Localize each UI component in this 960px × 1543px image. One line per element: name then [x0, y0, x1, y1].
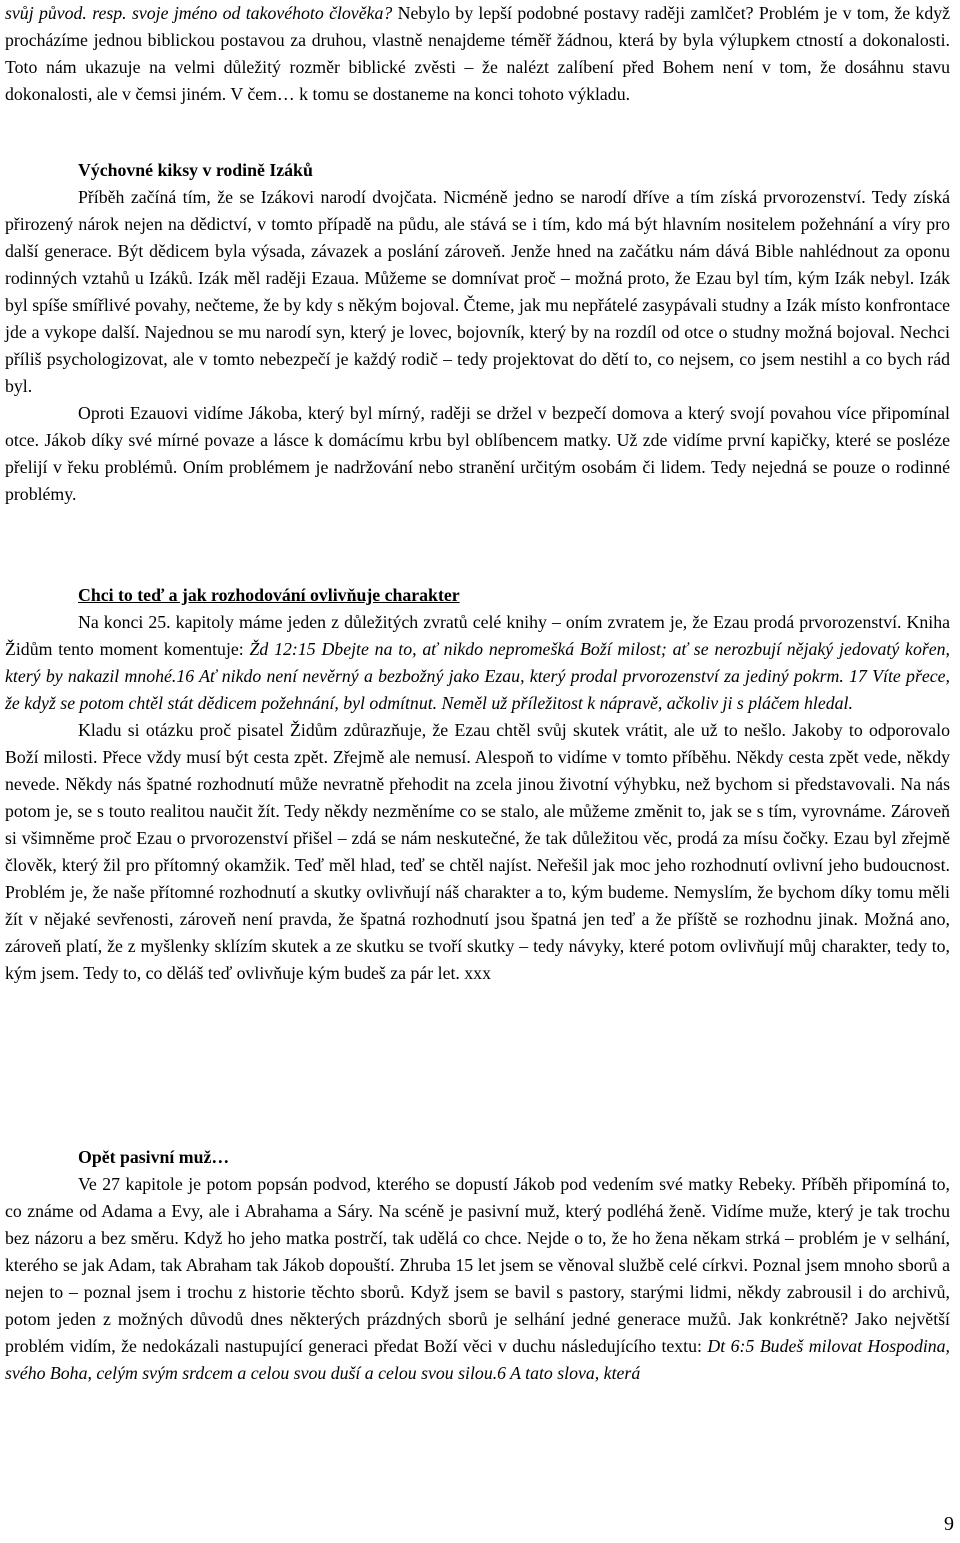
section-2-text: Na konci 25. kapitoly máme jeden z důležitých zvratů celé knihy – oním zvratem je, že Ezau prodá prvorozenství. Kniha Židům tento moment komentuje:: [5, 612, 950, 659]
section-2-paragraph-1: [5, 609, 950, 717]
section-1-heading: Výchovné kiksy v rodině Izáků: [78, 160, 313, 180]
section-1: [5, 157, 950, 508]
section-3-text: Ve 27 kapitole je potom popsán podvod, kterého se dopustí Jákob pod vedením své matky Rebeky. Příběh připomíná to, co známe od Adama a Evy, ale i Abrahama a Sáry. Na scéně je pasivní muž, který podléhá ženě. Vidíme muže, který je tak trochu bez názoru a bez směru. Když ho jeho matka postrčí, tak udělá co chce. Nejde o to, že ho žena někam strká – problém je v selhání, kterého se jak Adam, tak Abraham tak Jákob dopouští. Zhruba 15 let jsem se věnoval službě celé církvi. Poznal jsem mnoho sborů a nejen to – poznal jsem i trochu z historie těchto sborů. Když jsem se bavil s pastory, starými lidmi, někdy zabrousil i do archivů, potom jeden z možných důvodů dnes některých prázdných sborů je selhání jedné generace mužů. Jak konkrétně? Jako největší problém vidím, že nedokázali nastupující generaci předat Boží věci v duchu následujícího textu:: [5, 1174, 950, 1356]
intro-paragraph: [5, 0, 950, 108]
section-3: [5, 1144, 950, 1387]
section-2-paragraph-2: Kladu si otázku proč pisatel Židům zdůrazňuje, že Ezau chtěl svůj skutek vrátit, ale už to nešlo. Jakoby to odporovalo Boží milosti. Přece vždy musí být cesta zpět. Zřejmě ale nemusí. Alespoň to vidíme v tomto příběhu. Někdy cesta zpět vede, někdy nevede. Někdy nás špatné rozhodnutí může nevratně přehodit na zcela jinou životní výhybku, než bychom si představovali. Na nás potom je, se s touto realitou naučit žít. Tedy někdy nezměníme co se stalo, ale můžeme změnit to, jak se s tím, vyrovnáme. Zároveň si všimněme proč Ezau o prvorozenství přišel – zdá se nám neskutečné, že tak důležitou věc, prodá za mísu čočky. Ezau byl zřejmě člověk, který žil pro přítomný okamžik. Teď měl hlad, teď se chtěl najíst. Neřešil jak moc jeho rozhodnutí ovlivní jeho budoucnost. Problém je, že naše přítomné rozhodnutí a skutky ovlivňují náš charakter a to, kým budeme. Nemyslím, že bychom díky tomu měli žít v nějaké sevřenosti, zároveň není pravda, že špatná rozhodnutí jsou špatná jen teď a že příště se rozhodnu jinak. Možná ano, zároveň platí, že z myšlenky sklízím skutek a ze skutku se tvoří skutky – tedy návyky, které potom ovlivňují můj charakter, tedy to, kým jsem. Tedy to, co děláš teď ovlivňuje kým budeš za pár let. xxx: [5, 720, 950, 983]
intro-text: Nebylo by lepší podobné postavy raději zamlčet? Problém je v tom, že když procházíme jednou biblickou postavou za druhou, vlastně nenajdeme téměř žádnou, která by byla výlupkem ctností a dokonalosti. Toto nám ukazuje na velmi důležitý rozměr biblické zvěsti – že nalézt zalíbení před Bohem není v tom, že dosáhnu stavu dokonalosti, ale v čemsi jiném. V čem… k tomu se dostaneme na konci tohoto výkladu.: [5, 3, 951, 104]
intro-block: [5, 0, 950, 108]
section-3-quote: Dt 6:5 Budeš milovat Hospodina, svého Boha, celým svým srdcem a celou svou duší a celou svou silou.6 A tato slova, která: [5, 1336, 951, 1383]
section-2: [5, 582, 950, 987]
section-3-paragraph-1: [5, 1171, 950, 1387]
section-3-heading: Opět pasivní muž…: [78, 1147, 230, 1167]
section-1-paragraph-1: Příběh začíná tím, že se Izákovi narodí dvojčata. Nicméně jedno se narodí dříve a tím získá prvorozenství. Tedy získá přirozený nárok nejen na dědictví, v tomto případě na půdu, ale stává se i tím, kdo má být hlavním nositelem požehnání a víry pro další generace. Být dědicem byla výsada, závazek a poslání zároveň. Jenže hned na začátku nám dává Bible nahlédnout za oponu rodinných vztahů u Izáků. Izák měl raději Ezaua. Můžeme se domnívat proč – možná proto, že Ezau byl tím, kým Izák nebyl. Izák byl spíše smířlivé povahy, nečteme, že by kdy s někým bojoval. Čteme, jak mu nepřátelé zasypávali studny a Izák místo konfrontace jde a vykope další. Najednou se mu narodí syn, který je lovec, bojovník, který by na rozdíl od otce o studny možná bojoval. Nechci příliš psychologizovat, ale v tomto nebezpečí je každý rodič – tedy projektovat do dětí to, co nejsem, co jsem nestihl a co bych rád byl.: [5, 187, 950, 396]
section-1-paragraph-2: Oproti Ezauovi vidíme Jákoba, který byl mírný, raději se držel v bezpečí domova a který svojí povahou více připomínal otce. Jákob díky své mírné povaze a lásce k domácímu krbu byl oblíbencem matky. Už zde vidíme první kapičky, které se posléze přelijí v řeku problémů. Oním problémem je nadržování nebo stranění určitým osobám či lidem. Tedy nejedná se pouze o rodinné problémy.: [5, 403, 950, 504]
intro-italic-text: svůj původ. resp. svoje jméno od takovéhoto člověka?: [5, 3, 393, 23]
section-2-quote: Žd 12:15 Dbejte na to, ať nikdo nepromešká Boží milost; ať se nerozbují nějaký jedovatý kořen, který by nakazil mnohé.16 Ať nikdo není nevěrný a bezbožný jako Ezau, který prodal prvorozenství za jediný pokrm. 17 Víte přece, že když se potom chtěl stát dědicem požehnání, byl odmítnut. Neměl už příležitost k nápravě, ačkoliv ji s pláčem hledal.: [5, 639, 950, 713]
section-2-heading: Chci to teď a jak rozhodování ovlivňuje charakter: [78, 585, 460, 605]
page-number: 9: [944, 1513, 954, 1535]
